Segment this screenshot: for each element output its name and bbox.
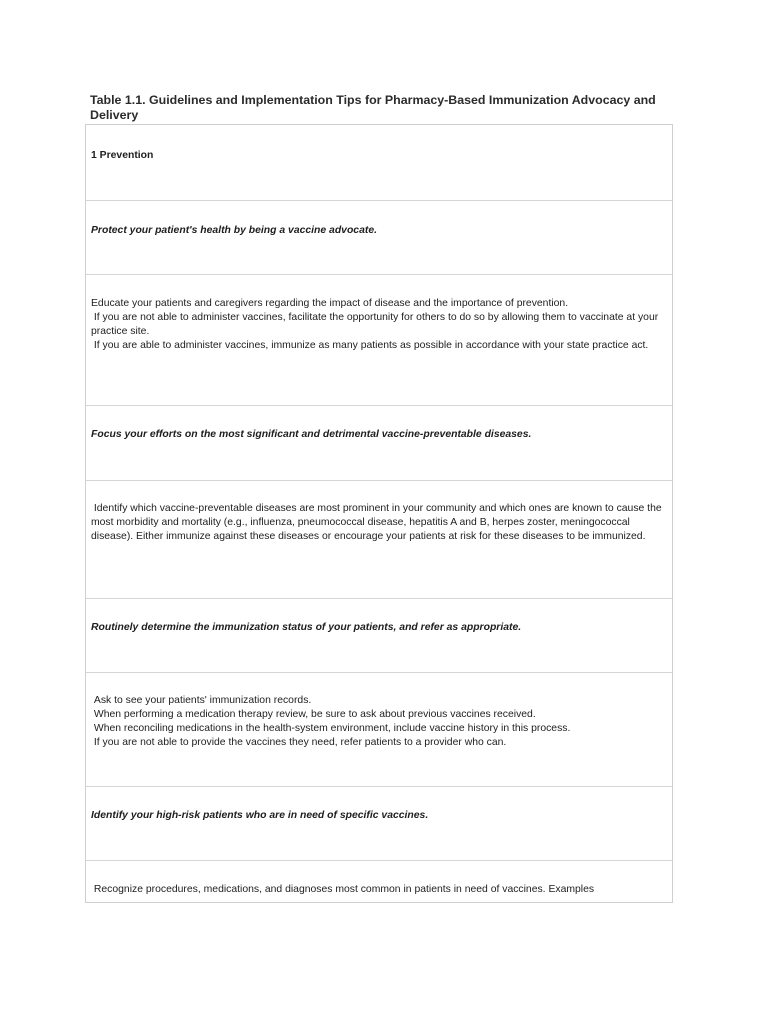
guideline-tips	[91, 297, 664, 353]
guideline-tips	[91, 694, 664, 750]
section-heading: 1 Prevention	[91, 150, 154, 161]
tip-line: If you are not able to administer vaccines, facilitate the opportunity for others to do so by allowing them to vaccinate at your practice site.	[91, 312, 662, 337]
tip-line: When reconciling medications in the health-system environment, include vaccine history in this process.	[91, 723, 571, 734]
tip-line: Recognize procedures, medications, and diagnoses most common in patients in need of vaccines. Examples	[91, 884, 595, 895]
guideline-heading: Routinely determine the immunization status of your patients, and refer as appropriate.	[91, 622, 522, 633]
table-row	[86, 787, 672, 861]
tip-line: Ask to see your patients' immunization records.	[91, 695, 312, 706]
tip-line: When performing a medication therapy review, be sure to ask about previous vaccines received.	[91, 709, 536, 720]
guideline-heading: Protect your patient's health by being a vaccine advocate.	[91, 225, 377, 236]
table-row	[86, 275, 672, 406]
table-title: Table 1.1. Guidelines and Implementation Tips for Pharmacy-Based Immunization Advocacy and Delivery	[90, 93, 656, 122]
guideline-tips	[91, 883, 664, 897]
tip-line: Educate your patients and caregivers regarding the impact of disease and the importance of prevention.	[91, 298, 569, 309]
table-row	[86, 125, 672, 201]
guideline-heading: Identify your high-risk patients who are in need of specific vaccines.	[91, 810, 429, 821]
guidelines-table	[85, 124, 673, 903]
table-row	[86, 861, 672, 904]
table-row	[86, 599, 672, 673]
table-row	[86, 481, 672, 599]
tip-line: Identify which vaccine-preventable diseases are most prominent in your community and which ones are known to cause the most morbidity and mortality (e.g., influenza, pneumococcal disease, hepatitis A and B, herpes zoster, meningococcal disease). Either immunize against these diseases or encourage your patients at risk for these diseases to be immunized.	[91, 503, 665, 542]
guideline-tips	[91, 502, 664, 544]
tip-line: If you are not able to provide the vaccines they need, refer patients to a provider who can.	[91, 737, 507, 748]
table-row	[86, 201, 672, 275]
tip-line: If you are able to administer vaccines, immunize as many patients as possible in accordance with your state practice act.	[91, 340, 649, 351]
guideline-heading: Focus your efforts on the most significant and detrimental vaccine-preventable diseases.	[91, 429, 532, 440]
table-row	[86, 673, 672, 787]
table-row	[86, 406, 672, 481]
